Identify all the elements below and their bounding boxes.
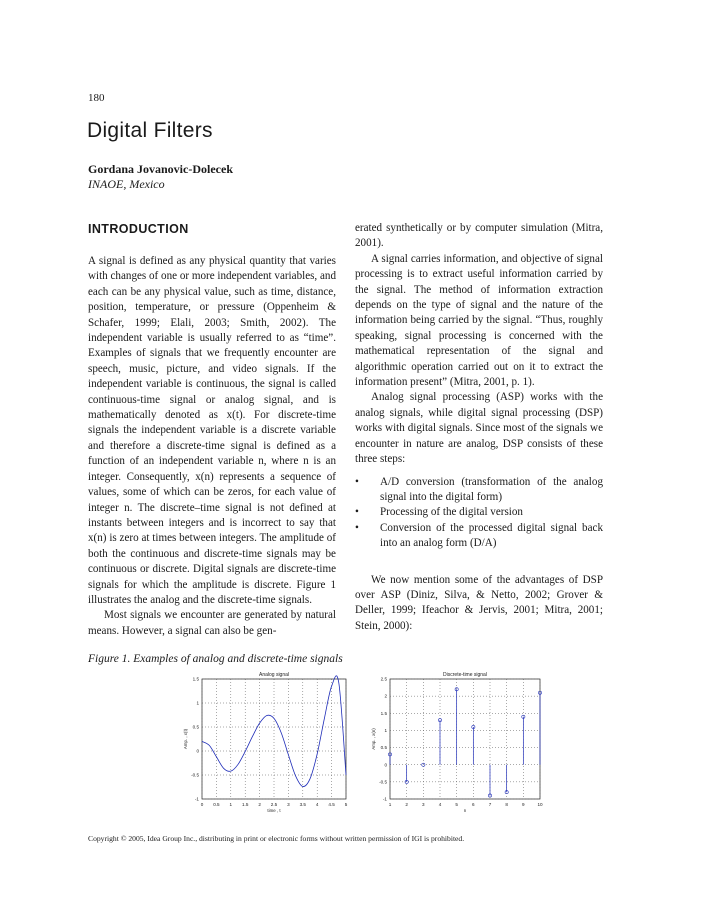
y-tick-label: 0 (384, 762, 387, 768)
article-title: Digital Filters (87, 119, 213, 142)
y-tick-label: 0.5 (380, 745, 387, 751)
x-tick-label: 0.5 (213, 802, 220, 807)
figure-caption: Figure 1. Examples of analog and discrete-time signals (88, 653, 343, 665)
y-tick-label: 0 (196, 748, 199, 754)
x-tick-label: 2 (258, 802, 261, 807)
paragraph: A signal is defined as any physical quantity that varies with changes of one or more independent variables, and each can be any physical value, such as time, distance, position, temperature, or pressure (Oppenheim & Schafer, 1999; Elali, 2003; Smith, 2002). The independent variable is usually referred to as “time”. Examples of signals that we frequently encounter are speech, music, picture, and video signals. If the independent variable is continuous, the signal is called continuous-time signal or analog signal, and is mathematically denoted as x(t). For discrete-time signals the independent variable is a discrete variable and therefore a discrete-time signal is defined as a function of an independent variable n, where n is an integer. Consequently, x(n) represents a sequence of values, some of which can be zeros, for each value of integer n. The discrete–time signal is not defined at instants between integers and is incorrect to say that x(n) is zero at times between integers. The amplitude of both the continuous and discrete-time signals may be continuous or discrete. Digital signals are discrete-time signals for which the amplitude is discrete. Figure 1 illustrates the analog and the discrete-time signals. (88, 255, 336, 606)
paragraph: A signal carries information, and objective of signal processing is to extract useful information carried by the signal. The method of information extraction depends on the type of signal and the nature of the information being carried by the signal. “Thus, roughly speaking, signal processing is concerned with the mathematical representation of the signal and algorithmic operation carried out on it to extract the information present” (Mitra, 2001, p. 1). (355, 252, 603, 389)
x-tick-label: 10 (537, 802, 543, 807)
section-heading: INTRODUCTION (88, 222, 189, 236)
right-column (355, 221, 603, 634)
chart-title: Analog signal (258, 672, 290, 678)
y-tick-label: 1.5 (192, 676, 199, 682)
x-tick-label: 0 (200, 802, 204, 807)
y-tick-label: -0.5 (191, 772, 199, 778)
x-tick-label: 2.5 (270, 802, 278, 807)
x-tick-label: 1 (229, 802, 233, 807)
discrete-signal-chart (362, 668, 562, 828)
bullet-symbol: • (355, 521, 359, 534)
left-column (88, 254, 336, 639)
x-tick-label: 6 (472, 802, 475, 807)
x-tick-label: 8 (505, 802, 508, 807)
bullet-list (355, 475, 603, 552)
y-axis-label: Amp. , x(t) (183, 728, 188, 750)
x-tick-label: 9 (522, 802, 525, 807)
x-tick-label: 3.5 (299, 802, 306, 807)
x-tick-label: 4 (315, 802, 319, 807)
analog-signal-chart (168, 668, 368, 828)
chart-title: Discrete-time signal (443, 672, 487, 678)
y-axis-label: Amp. , x(n) (371, 728, 376, 750)
x-tick-label: 3 (422, 802, 425, 807)
y-tick-label: 1 (196, 700, 199, 706)
x-tick-label: 2 (405, 802, 408, 807)
y-tick-label: 2 (384, 693, 387, 699)
list-item: • A/D conversion (transformation of the analog signal into the digital form) (355, 475, 603, 503)
x-tick-label: 5 (344, 802, 348, 807)
bullet-symbol: • (355, 506, 359, 519)
paragraph: Most signals we encounter are generated by natural means. However, a signal can also be gen- (88, 609, 336, 637)
copyright-notice: Copyright © 2005, Idea Group Inc., distributing in print or electronic forms without written permission of IGI is prohibited. (88, 834, 465, 843)
x-tick-label: 3 (287, 802, 290, 807)
bullet-symbol: • (355, 475, 359, 488)
y-tick-label: 1.5 (380, 710, 387, 716)
y-tick-label: -0.5 (379, 779, 387, 785)
list-item: • Conversion of the processed digital signal back into an analog form (D/A) (355, 521, 603, 550)
x-tick-label: 5 (455, 802, 458, 807)
x-tick-label: 1 (388, 802, 392, 807)
paragraph: We now mention some of the advantages of DSP over ASP (Diniz, Silva, & Netto, 2002; Grover & Deller, 1999; Ifeachor & Jervis, 2001; Mitra, 2001; Stein, 2000): (355, 573, 603, 632)
paragraph: Analog signal processing (ASP) works with the analog signals, while digital signal processing (DSP) works with digital signals. Since most of the signals we encounter in nature are analog, DSP consists of these three steps: (355, 391, 603, 466)
list-item: • Processing of the digital version (355, 505, 603, 520)
author-affiliation: INAOE, Mexico (88, 177, 165, 191)
paragraph: erated synthetically or by computer simulation (Mitra, 2001). (355, 222, 603, 250)
y-tick-label: -1 (382, 796, 387, 802)
y-tick-label: 0.5 (192, 724, 199, 730)
x-axis-label: n (463, 808, 467, 813)
x-tick-label: 7 (488, 802, 492, 807)
x-tick-label: 4 (438, 802, 442, 807)
x-tick-label: 4.5 (328, 802, 335, 807)
x-tick-label: 1.5 (242, 802, 249, 807)
y-tick-label: -1 (194, 796, 199, 802)
author-name: Gordana Jovanovic-Dolecek (88, 162, 233, 176)
y-tick-label: 2.5 (380, 676, 387, 682)
x-axis-label: time , t (267, 808, 281, 813)
plot-area (390, 679, 540, 799)
y-tick-label: 1 (384, 728, 387, 734)
page-number: 180 (88, 92, 105, 104)
